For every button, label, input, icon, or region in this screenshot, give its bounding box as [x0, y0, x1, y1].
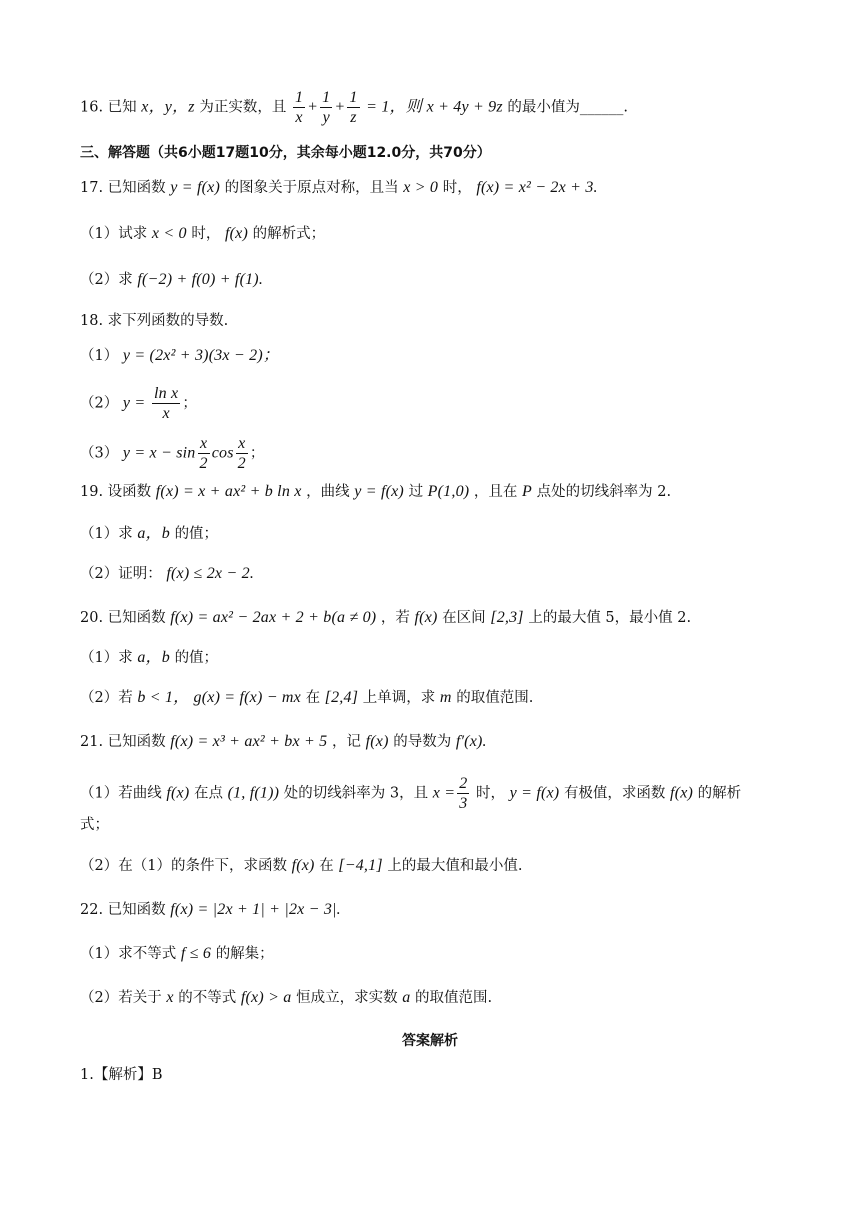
- q16-prefix: 16. 已知: [80, 99, 137, 116]
- q18-fraction-x-over-2-a: $\frac{x}{2}$: [199, 435, 208, 473]
- question-19-part-2: （2）证明： f(x) ≤ 2x − 2.: [80, 565, 255, 582]
- q18-fraction-lnx-over-x: $\frac{\text{ln x}}{x}$: [153, 385, 179, 423]
- q16-eq: = 1，则: [366, 98, 422, 116]
- question-18-part-3: （3） y = x − sin $\frac{x}{2}$ cos $\frac{x}{2}$ ；: [80, 435, 265, 473]
- question-19-part-1: （1）求 a，b 的值；: [80, 525, 219, 542]
- question-20-stem: 20. 已知函数 f(x) = ax² − 2ax + 2 + b(a ≠ 0) ，若 f(x) 在区间 [2,3] 上的最大值 5，最小值 2.: [80, 609, 692, 626]
- q16-fraction-3: $\frac{1}{z}$: [349, 89, 358, 127]
- answer-1: 1.【解析】B: [80, 1067, 163, 1083]
- answers-title: 答案解析: [402, 1033, 458, 1049]
- section-3-heading: 三、解答题（共6小题17题10分，其余每小题12.0分，共70分）: [80, 145, 491, 161]
- q16-vars: x，y，z: [141, 98, 195, 116]
- question-21-part-1-wrap: 式；: [80, 817, 109, 833]
- q21-fraction-2-over-3: $\frac{2}{3}$: [459, 775, 468, 813]
- question-17-part-2: （2）求 f(−2) + f(0) + f(1).: [80, 271, 264, 288]
- question-22-part-1: （1）求不等式 f ≤ 6 的解集；: [80, 945, 274, 962]
- q16-expr: x + 4y + 9z: [426, 98, 503, 116]
- question-18-part-1: （1） y = (2x² + 3)(3x − 2)；: [80, 347, 280, 364]
- q16-mid: 为正实数，且: [199, 99, 287, 116]
- question-18-stem: 18. 求下列函数的导数.: [80, 313, 229, 329]
- question-21-part-2: （2）在（1）的条件下，求函数 f(x) 在 [−4,1] 上的最大值和最小值.: [80, 857, 523, 874]
- question-20-part-2: （2）若 b < 1， g(x) = f(x) − mx 在 [2,4] 上单调，求 m 的取值范围.: [80, 689, 534, 706]
- question-21-stem: 21. 已知函数 f(x) = x³ + ax² + bx + 5 ，记 f(x) 的导数为 f′(x).: [80, 733, 487, 750]
- question-20-part-1: （1）求 a，b 的值；: [80, 649, 219, 666]
- question-19-stem: 19. 设函数 f(x) = x + ax² + b ln x ，曲线 y = f(x) 过 P(1,0) ，且在 P 点处的切线斜率为 2.: [80, 483, 672, 500]
- question-22-part-2: （2）若关于 x 的不等式 f(x) > a 恒成立，求实数 a 的取值范围.: [80, 989, 493, 1006]
- q18-fraction-x-over-2-b: $\frac{x}{2}$: [237, 435, 246, 473]
- question-18-part-2: （2） y = $\frac{\text{ln x}}{x}$ ；: [80, 385, 197, 423]
- q16-fraction-2: $\frac{1}{y}$: [322, 89, 331, 127]
- question-17-stem: 17. 已知函数 y = f(x) 的图象关于原点对称，且当 x > 0 时， f(x) = x² − 2x + 3.: [80, 179, 598, 196]
- q16-suffix: 的最小值为______.: [507, 99, 629, 116]
- question-22-stem: 22. 已知函数 f(x) = |2x + 1| + |2x − 3|.: [80, 901, 341, 918]
- q16-fraction-1: $\frac{1}{x}$: [294, 89, 304, 127]
- question-21-part-1: （1）若曲线 f(x) 在点 (1, f(1)) 处的切线斜率为 3，且 x = $\frac{2}{3}$ 时， y = f(x) 有极值，求函数 f(x) 的解析: [80, 775, 742, 813]
- question-17-part-1: （1）试求 x < 0 时， f(x) 的解析式；: [80, 225, 326, 242]
- question-16: 16. 已知 x，y，z 为正实数，且 $\frac{1}{x}$ + $\frac{1}{y}$ + $\frac{1}{z}$ = 1，则 x + 4y + 9z 的最小值为______.: [80, 89, 629, 127]
